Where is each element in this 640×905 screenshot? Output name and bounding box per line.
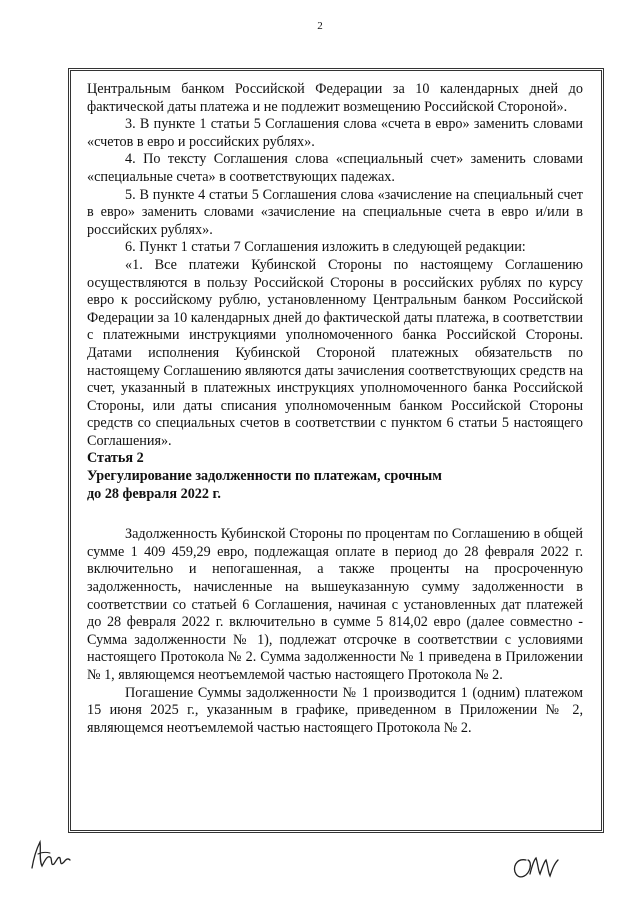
article-title-line-1: Урегулирование задолженности по платежам, срочным xyxy=(87,468,442,485)
article-title-line-2: до 28 февраля 2022 г. xyxy=(87,485,221,502)
signature-initials-left xyxy=(24,838,74,874)
paragraph-item-6: 6. Пункт 1 статьи 7 Соглашения изложить в следующей редакции: xyxy=(125,239,526,256)
signature-initials-right xyxy=(508,852,564,884)
paragraph-repayment: Погашение Суммы задолженности № 1 производится 1 (одним) платежом 15 июня 2025 г., указанным в графике, приведенном в Приложении № 2, являющемся неотъемлемой частью настоящего Протокола № 2. xyxy=(87,684,583,736)
article-number: Статья 2 xyxy=(87,450,144,467)
paragraph-continuation: Центральным банком Российской Федерации за 10 календарных дней до фактической даты платежа и не подлежит возмещению Российской Стороной». xyxy=(87,81,583,115)
paragraph-item-3: 3. В пункте 1 статьи 5 Соглашения слова «счета в евро» заменить словами «счетов в евро и российских рублях». xyxy=(87,116,583,150)
document-body xyxy=(87,81,583,737)
article-heading xyxy=(87,450,583,503)
paragraph-item-5: 5. В пункте 4 статьи 5 Соглашения слова «зачисление на специальный счет в евро» заменить словами «зачисление на специальные счета в евро и/или в российских рублях». xyxy=(87,186,583,238)
paragraph-quoted-text: «1. Все платежи Кубинской Стороны по настоящему Соглашению осуществляются в пользу Российской Стороны в российских рублях по курсу евро к российскому рублю, установленному Центральным банком Российской Федерации за 10 календарных дней до фактической даты платежа, в соответствии с платежными инструкциями уполномоченного банка Российской Стороны. Датами исполнения Кубинской Стороной платежных обязательств по настоящему Соглашению являются даты зачисления соответствующих средств на счет, указанный в платежных инструкциях уполномоченного банка Российской Стороны, или даты списания уполномоченным банком Российской Стороны средств со специальных счетов в соответствии с пунктом 6 статьи 5 настоящего Соглашения». xyxy=(87,256,583,449)
paragraph-debt: Задолженность Кубинской Стороны по процентам по Соглашению в общей сумме 1 409 459,29 евро, подлежащая оплате в период до 28 февраля 2022 г. включительно и непогашенная, а также проценты на просроченную задолженность, начисленные на вышеуказанную сумму задолженности в соответствии со статьей 6 Соглашения, начиная с установленных дат платежей до 28 февраля 2022 г. включительно в сумме 5 814,02 евро (далее совместно - Сумма задолженности № 1), подлежат отсрочке в соответствии с условиями настоящего Протокола № 2. Сумма задолженности № 1 приведена в Приложении № 1, являющемся неотъемлемой частью настоящего Протокола № 2. xyxy=(87,526,583,683)
paragraph-item-4: 4. По тексту Соглашения слова «специальный счет» заменить словами «специальные счета» в соответствующих падежах. xyxy=(87,151,583,185)
page-number: 2 xyxy=(317,20,323,32)
